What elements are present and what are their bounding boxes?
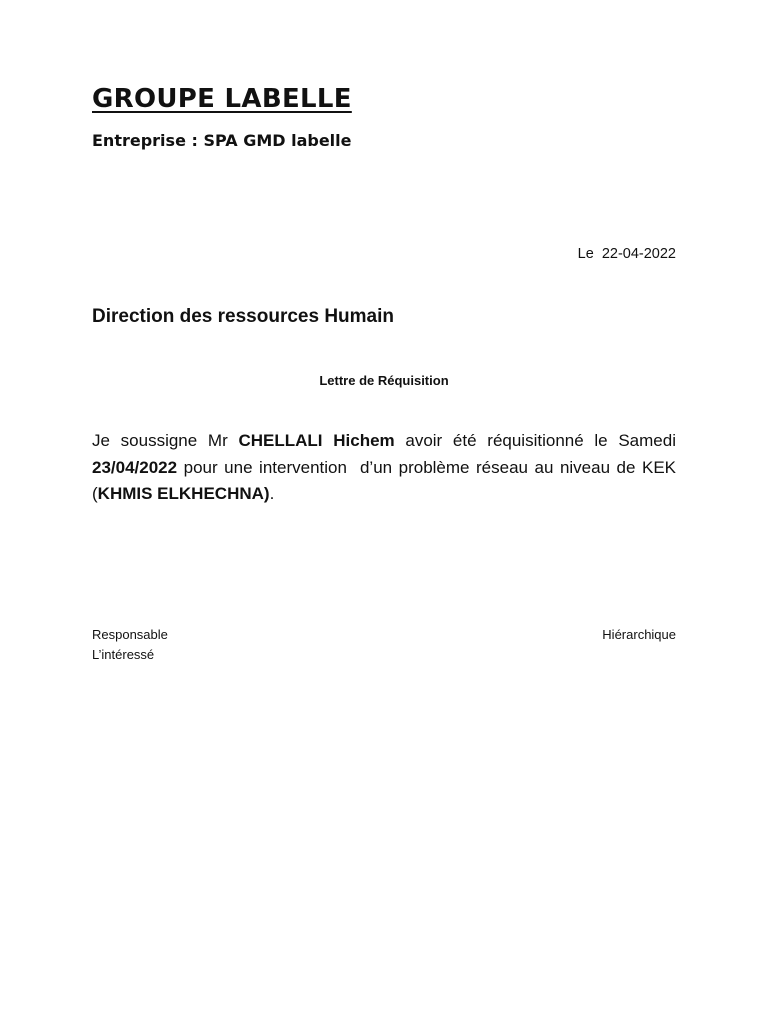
- letter-date: Le 22-04-2022: [577, 246, 676, 262]
- body-text-1: Je soussigne Mr: [92, 431, 239, 450]
- department-heading: Direction des ressources Humain: [92, 306, 394, 327]
- letter-title: Lettre de Réquisition: [319, 373, 449, 388]
- signature-interesse: L’intéressé: [92, 647, 155, 662]
- company-name: GROUPE LABELLE: [92, 84, 352, 114]
- body-text-4: .: [269, 484, 275, 503]
- body-text-3: pour une intervention d’un problème réseau au niveau de KEK (: [92, 457, 681, 503]
- letter-body: [92, 428, 681, 508]
- signature-hierarchique: Hiérarchique: [602, 627, 676, 642]
- requisition-date: 23/04/2022: [92, 457, 178, 477]
- body-text-2: avoir été réquisitionné le Samedi: [394, 431, 681, 450]
- location-name: KHMIS ELKHECHNA): [97, 484, 270, 503]
- signature-responsable: Responsable: [92, 627, 168, 642]
- enterprise-line: Entreprise : SPA GMD labelle: [92, 131, 352, 150]
- person-name: CHELLALI Hichem: [238, 431, 395, 450]
